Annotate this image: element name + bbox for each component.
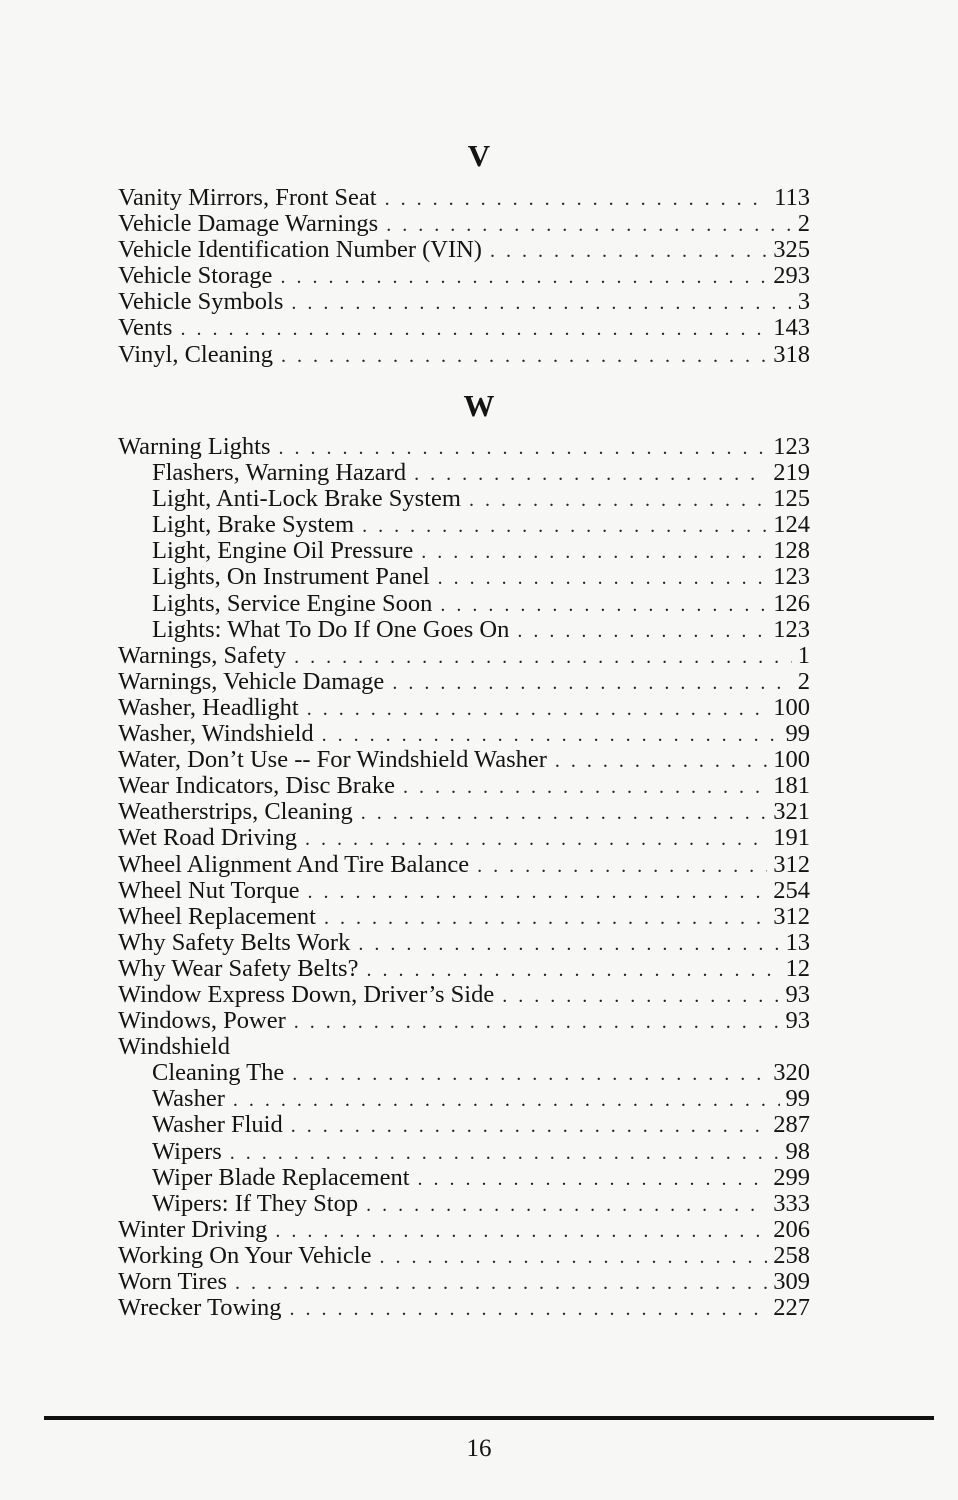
entry-page-number: 191: [773, 824, 810, 852]
dot-leader: [291, 1113, 768, 1139]
dot-leader: [362, 513, 767, 539]
index-entry: [118, 799, 810, 825]
section-heading-w: W: [463, 388, 495, 423]
index-entry: [118, 695, 810, 721]
dot-leader: [517, 618, 767, 644]
entry-page-number: 287: [773, 1111, 810, 1139]
section-heading-v: V: [467, 138, 491, 173]
dot-leader: [366, 957, 779, 983]
entry-label: Windows, Power: [118, 1007, 286, 1035]
dot-leader: [502, 983, 779, 1009]
entry-label: Lights, Service Engine Soon: [152, 589, 433, 617]
entry-page-number: 206: [773, 1215, 810, 1243]
dot-leader: [366, 1192, 767, 1218]
entry-label: Wheel Nut Torque: [118, 876, 300, 904]
page-number: 16: [466, 1435, 492, 1462]
entry-label: Lights: What To Do If One Goes On: [152, 615, 510, 643]
entry-page-number: 2: [797, 210, 810, 238]
entry-label: Vents: [118, 314, 173, 342]
entry-page-number: 123: [773, 433, 810, 460]
entry-label: Vehicle Symbols: [118, 288, 284, 316]
entry-label: Why Wear Safety Belts?: [118, 954, 359, 982]
entry-page-number: 1: [797, 641, 810, 669]
dot-leader: [440, 592, 767, 618]
dot-leader: [322, 722, 780, 748]
index-list-w: [118, 434, 810, 1321]
entry-label: Wheel Alignment And Tire Balance: [118, 850, 470, 878]
index-entry: [118, 1217, 810, 1243]
entry-label: Light, Anti-Lock Brake System: [152, 485, 461, 513]
footer-rule: [44, 1416, 934, 1420]
entry-label: Wet Road Driving: [118, 824, 298, 852]
entry-label: Washer, Windshield: [118, 720, 314, 748]
index-entry: [118, 617, 810, 643]
index-entry: [118, 1008, 810, 1034]
entry-page-number: 124: [773, 511, 810, 539]
entry-page-number: 181: [773, 772, 810, 800]
index-entry: [118, 1269, 810, 1295]
entry-page-number: 254: [773, 876, 810, 904]
index-entry: [118, 289, 810, 315]
entry-label: Working On Your Vehicle: [118, 1241, 372, 1269]
dot-leader: [294, 1009, 780, 1035]
entry-page-number: 309: [773, 1268, 810, 1295]
entry-page-number: 123: [773, 615, 810, 643]
entry-label: Vinyl, Cleaning: [118, 340, 274, 368]
index-entry: [118, 1034, 810, 1060]
entry-page-number: 258: [773, 1241, 810, 1269]
entry-label: Vanity Mirrors, Front Seat: [118, 184, 377, 211]
dot-leader: [418, 1166, 768, 1192]
index-entry: [118, 1112, 810, 1138]
index-entry: [118, 1139, 810, 1165]
index-entry: [118, 669, 810, 695]
dot-leader: [438, 565, 768, 591]
entry-label: Lights, On Instrument Panel: [152, 563, 430, 591]
dot-leader: [358, 931, 779, 957]
dot-leader: [233, 1087, 780, 1113]
dot-leader: [324, 905, 767, 931]
dot-leader: [230, 1140, 780, 1166]
entry-label: Wipers: If They Stop: [152, 1189, 359, 1217]
entry-label: Warnings, Safety: [118, 641, 287, 669]
index-entry: [118, 434, 810, 460]
dot-leader: [294, 644, 792, 670]
entry-page-number: 100: [773, 693, 810, 721]
index-entry: [118, 315, 810, 341]
dot-leader: [275, 1218, 767, 1244]
entry-page-number: 93: [785, 980, 810, 1008]
index-entry: [118, 721, 810, 747]
entry-page-number: 126: [773, 589, 810, 617]
entry-label: Cleaning The: [152, 1059, 285, 1087]
entry-page-number: 13: [785, 928, 810, 956]
dot-leader: [490, 238, 767, 264]
dot-leader: [279, 435, 768, 461]
index-entry: [118, 237, 810, 263]
entry-page-number: 99: [785, 720, 810, 748]
entry-label: Washer, Headlight: [118, 693, 299, 721]
dot-leader: [421, 539, 767, 565]
entry-label: Wrecker Towing: [118, 1294, 282, 1322]
entry-label: Wheel Replacement: [118, 902, 316, 930]
dot-leader: [385, 186, 769, 212]
dot-leader: [379, 1244, 767, 1270]
index-entry: [118, 1165, 810, 1191]
entry-label: Window Express Down, Driver’s Side: [118, 980, 495, 1008]
index-entry: [118, 878, 810, 904]
entry-label: Wipers: [152, 1137, 222, 1165]
index-entry: [118, 1243, 810, 1269]
dot-leader: [403, 774, 767, 800]
dot-leader: [477, 853, 767, 879]
entry-page-number: 99: [785, 1085, 810, 1113]
entry-page-number: 93: [785, 1007, 810, 1035]
entry-page-number: 3: [797, 288, 810, 316]
entry-page-number: 125: [773, 485, 810, 513]
entry-page-number: 98: [785, 1137, 810, 1165]
entry-page-number: 12: [785, 954, 810, 982]
index-entry: [118, 904, 810, 930]
entry-page-number: 100: [773, 746, 810, 774]
index-entry: [118, 747, 810, 773]
entry-label: Weatherstrips, Cleaning: [118, 798, 353, 826]
dot-leader: [308, 879, 768, 905]
index-entry: [118, 1295, 810, 1321]
entry-label: Vehicle Identification Number (VIN): [118, 236, 482, 264]
dot-leader: [180, 316, 767, 342]
entry-label: Windshield: [118, 1033, 230, 1061]
index-entry: [118, 773, 810, 799]
entry-page-number: 321: [773, 798, 810, 826]
index-entry: [118, 1191, 810, 1217]
entry-label: Winter Driving: [118, 1215, 268, 1243]
index-entry: [118, 591, 810, 617]
index-entry: [118, 982, 810, 1008]
index-entry: [118, 486, 810, 512]
entry-label: Wiper Blade Replacement: [152, 1163, 410, 1191]
entry-page-number: 128: [773, 537, 810, 565]
index-entry: [118, 1086, 810, 1112]
index-entry: [118, 852, 810, 878]
entry-label: Vehicle Storage: [118, 262, 273, 290]
entry-page-number: 320: [773, 1059, 810, 1087]
entry-label: Light, Engine Oil Pressure: [152, 537, 414, 565]
entry-page-number: 293: [773, 262, 810, 290]
index-entry: [118, 643, 810, 669]
dot-leader: [307, 696, 768, 722]
entry-page-number: 227: [773, 1294, 810, 1322]
index-entry: [118, 263, 810, 289]
index-entry: [118, 564, 810, 590]
entry-label: Water, Don’t Use -- For Windshield Washer: [118, 746, 547, 774]
dot-leader: [281, 343, 767, 369]
dot-leader: [414, 461, 767, 487]
entry-page-number: 312: [773, 902, 810, 930]
entry-page-number: 333: [773, 1189, 810, 1217]
dot-leader: [290, 1296, 768, 1322]
entry-label: Warning Lights: [118, 433, 271, 460]
entry-label: Washer Fluid: [152, 1111, 283, 1139]
index-entry: [118, 538, 810, 564]
dot-leader: [280, 264, 767, 290]
index-entry: [118, 211, 810, 237]
entry-page-number: 123: [773, 563, 810, 591]
dot-leader: [291, 290, 791, 316]
index-entry: [118, 342, 810, 368]
dot-leader: [292, 1061, 767, 1087]
index-entry: [118, 930, 810, 956]
index-entry: [118, 1060, 810, 1086]
index-entry: [118, 956, 810, 982]
dot-leader: [386, 212, 792, 238]
index-entry: [118, 185, 810, 211]
entry-page-number: 2: [797, 667, 810, 695]
entry-label: Vehicle Damage Warnings: [118, 210, 379, 238]
entry-page-number: 143: [773, 314, 810, 342]
index-list-v: [118, 185, 810, 368]
dot-leader: [235, 1270, 767, 1296]
entry-label: Flashers, Warning Hazard: [152, 459, 407, 487]
entry-label: Warnings, Vehicle Damage: [118, 667, 385, 695]
index-entry: [118, 825, 810, 851]
dot-leader: [555, 748, 767, 774]
entry-page-number: 219: [773, 459, 810, 487]
dot-leader: [469, 487, 767, 513]
dot-leader: [361, 800, 767, 826]
entry-label: Worn Tires: [118, 1268, 227, 1295]
dot-leader: [305, 826, 767, 852]
entry-page-number: 325: [773, 236, 810, 264]
index-entry: [118, 460, 810, 486]
entry-label: Why Safety Belts Work: [118, 928, 351, 956]
entry-page-number: 318: [773, 340, 810, 368]
dot-leader: [392, 670, 791, 696]
entry-label: Light, Brake System: [152, 511, 355, 539]
entry-page-number: 299: [773, 1163, 810, 1191]
entry-label: Wear Indicators, Disc Brake: [118, 772, 395, 800]
entry-label: Washer: [152, 1085, 225, 1113]
entry-page-number: 113: [774, 184, 810, 211]
entry-page-number: 312: [773, 850, 810, 878]
index-entry: [118, 512, 810, 538]
